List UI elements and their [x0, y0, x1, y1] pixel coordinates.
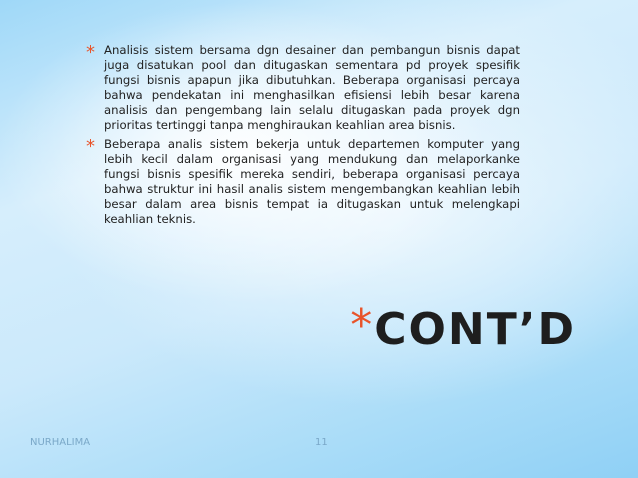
title-text: CONT’D [374, 304, 576, 355]
page-number: 11 [315, 437, 328, 448]
bullet-item [86, 43, 520, 133]
bullet-star-icon: * [86, 42, 95, 63]
footer-author: NURHALIMA [30, 437, 91, 448]
bullet-item [86, 137, 520, 227]
bullet-star-icon: * [86, 136, 95, 157]
slide-title [350, 300, 576, 360]
bullet-list [86, 43, 520, 231]
bullet-text: Analisis sistem bersama dgn desainer dan pembangun bisnis dapat juga disatukan pool dan ditugaskan sementara pd proyek spesifik fungsi bisnis apapun jika dibutuhkan. Beberapa organisasi percaya bahwa pendekatan ini menghasilkan efisiensi lebih besar karena analisis dan pengembang lain selalu ditugaskan pada proyek dgn prioritas tertinggi tanpa menghiraukan keahlian area bisnis. [104, 43, 520, 132]
bullet-text: Beberapa analis sistem bekerja untuk departemen komputer yang lebih kecil dalam organisasi yang mendukung dan melaporkanke fungsi bisnis spesifik mereka sendiri, beberapa organisasi percaya bahwa struktur ini hasil analis sistem mengembangkan keahlian lebih besar dalam area bisnis tempat ia ditugaskan untuk melengkapi keahlian teknis. [104, 137, 520, 226]
title-star-icon: * [350, 300, 373, 351]
